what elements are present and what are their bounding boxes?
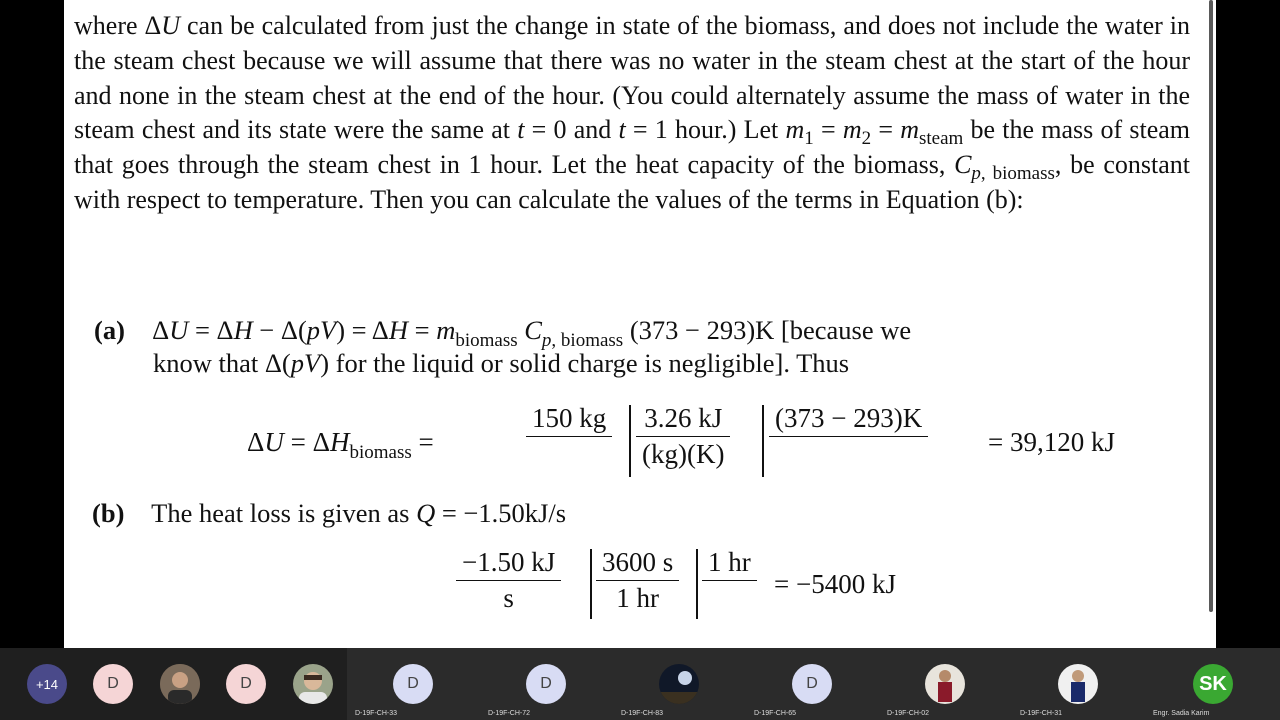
part-b-heat-loss: The heat loss is given as Q = −1.50kJ/s — [151, 498, 567, 528]
avatar: D — [226, 664, 266, 704]
part-b-line — [92, 496, 566, 530]
shared-screen — [64, 0, 1216, 648]
participant-count-badge[interactable]: +14 — [27, 664, 67, 704]
part-b-fraction-hour — [702, 547, 757, 615]
participant-name: Engr. Sadia Karim — [1153, 710, 1210, 717]
part-a-fraction-temperature — [769, 403, 928, 471]
part-b-fraction-seconds — [596, 547, 679, 615]
part-a-line-1 — [94, 313, 912, 351]
participant-strip — [0, 648, 1280, 720]
participant-tile[interactable] — [347, 648, 480, 720]
part-a-frac3-num: (373 − 293)K — [769, 403, 928, 437]
participant-tile[interactable] — [93, 648, 133, 720]
participant-name: D-19F-CH-83 — [621, 710, 664, 717]
part-b-label: (b) — [92, 498, 125, 528]
avatar: D — [393, 664, 433, 704]
participant-name: D-19F-CH-31 — [1020, 710, 1063, 717]
part-a-frac3-den — [769, 437, 928, 471]
part-a-frac2-den: (kg)(K) — [642, 439, 725, 469]
part-b-frac1-den: s — [503, 583, 514, 613]
avatar: SK — [1193, 664, 1233, 704]
part-b-frac2-den: 1 hr — [616, 583, 659, 613]
shared-screen-scrollbar[interactable] — [1209, 0, 1213, 612]
avatar: D — [792, 664, 832, 704]
part-b-fraction-rate — [456, 547, 561, 615]
participant-tile[interactable] — [1012, 648, 1145, 720]
part-b-frac3-num: 1 hr — [702, 547, 757, 581]
avatar: D — [526, 664, 566, 704]
participant-name: D-19F-CH-02 — [887, 710, 930, 717]
part-a-frac2-num: 3.26 kJ — [636, 403, 730, 437]
participant-tile[interactable] — [293, 648, 333, 720]
avatar: D — [93, 664, 133, 704]
unit-divider — [762, 405, 764, 477]
participant-overflow-tile[interactable] — [0, 648, 93, 720]
participant-tile[interactable] — [746, 648, 879, 720]
part-b-frac3-den — [702, 581, 757, 615]
unit-divider — [696, 549, 698, 619]
participant-tile[interactable] — [480, 648, 613, 720]
participant-name: D-19F-CH-33 — [355, 710, 398, 717]
part-a-result: = 39,120 kJ — [988, 427, 1115, 457]
part-a-fraction-mass — [526, 403, 612, 471]
part-a-equation: $\Delta U = \Delta H - \Delta(pV) = \Delta H = m_{biomass}$ $C_{p, biomass}$ (373 − 293)K [because we — [152, 315, 912, 351]
participant-tile[interactable] — [226, 648, 266, 720]
participant-tile[interactable] — [613, 648, 746, 720]
part-a-label: (a) — [94, 315, 125, 345]
document-paragraph: where ΔU can be calculated from just the change in state of the biomass, and does not include the water in the steam chest because we will assume that there was no water in the steam chest at the start of the hour and none in the steam chest at the end of the hour. (You could alternately assume the mass of water in the steam chest and its state were the same at t = 0 and t = 1 hour.) Let $m_1 = m_2 = m_{steam}$ be the mass of steam that goes through the steam chest in 1 hour. Let the heat capacity of the biomass, $C_{p, biomass}$, be constant with respect to temperature. Then you can calculate the values of the terms in Equation (b): — [74, 11, 1191, 214]
unit-divider — [629, 405, 631, 477]
part-a-fraction-heat-capacity — [636, 403, 730, 471]
avatar-photo — [1058, 664, 1098, 704]
part-b-frac2-num: 3600 s — [596, 547, 679, 581]
part-a-frac1-num: 150 kg — [526, 403, 612, 437]
part-b-frac1-num: −1.50 kJ — [456, 547, 561, 581]
part-a-frac1-den — [526, 437, 612, 471]
participant-name: D-19F-CH-72 — [488, 710, 531, 717]
avatar-photo — [293, 664, 333, 704]
part-a-lhs: $\Delta U = \Delta H_{biomass}$ = — [247, 427, 434, 463]
participant-tile[interactable] — [160, 648, 200, 720]
unit-divider — [590, 549, 592, 619]
participant-tile[interactable] — [1145, 648, 1280, 720]
avatar-photo — [659, 664, 699, 704]
avatar-photo — [160, 664, 200, 704]
participant-tile[interactable] — [879, 648, 1012, 720]
part-b-result: = −5400 kJ — [774, 569, 896, 599]
avatar-photo — [925, 664, 965, 704]
participant-name: D-19F-CH-65 — [754, 710, 797, 717]
part-a-line-2: know that Δ(pV) for the liquid or solid charge is negligible]. Thus — [153, 348, 850, 378]
